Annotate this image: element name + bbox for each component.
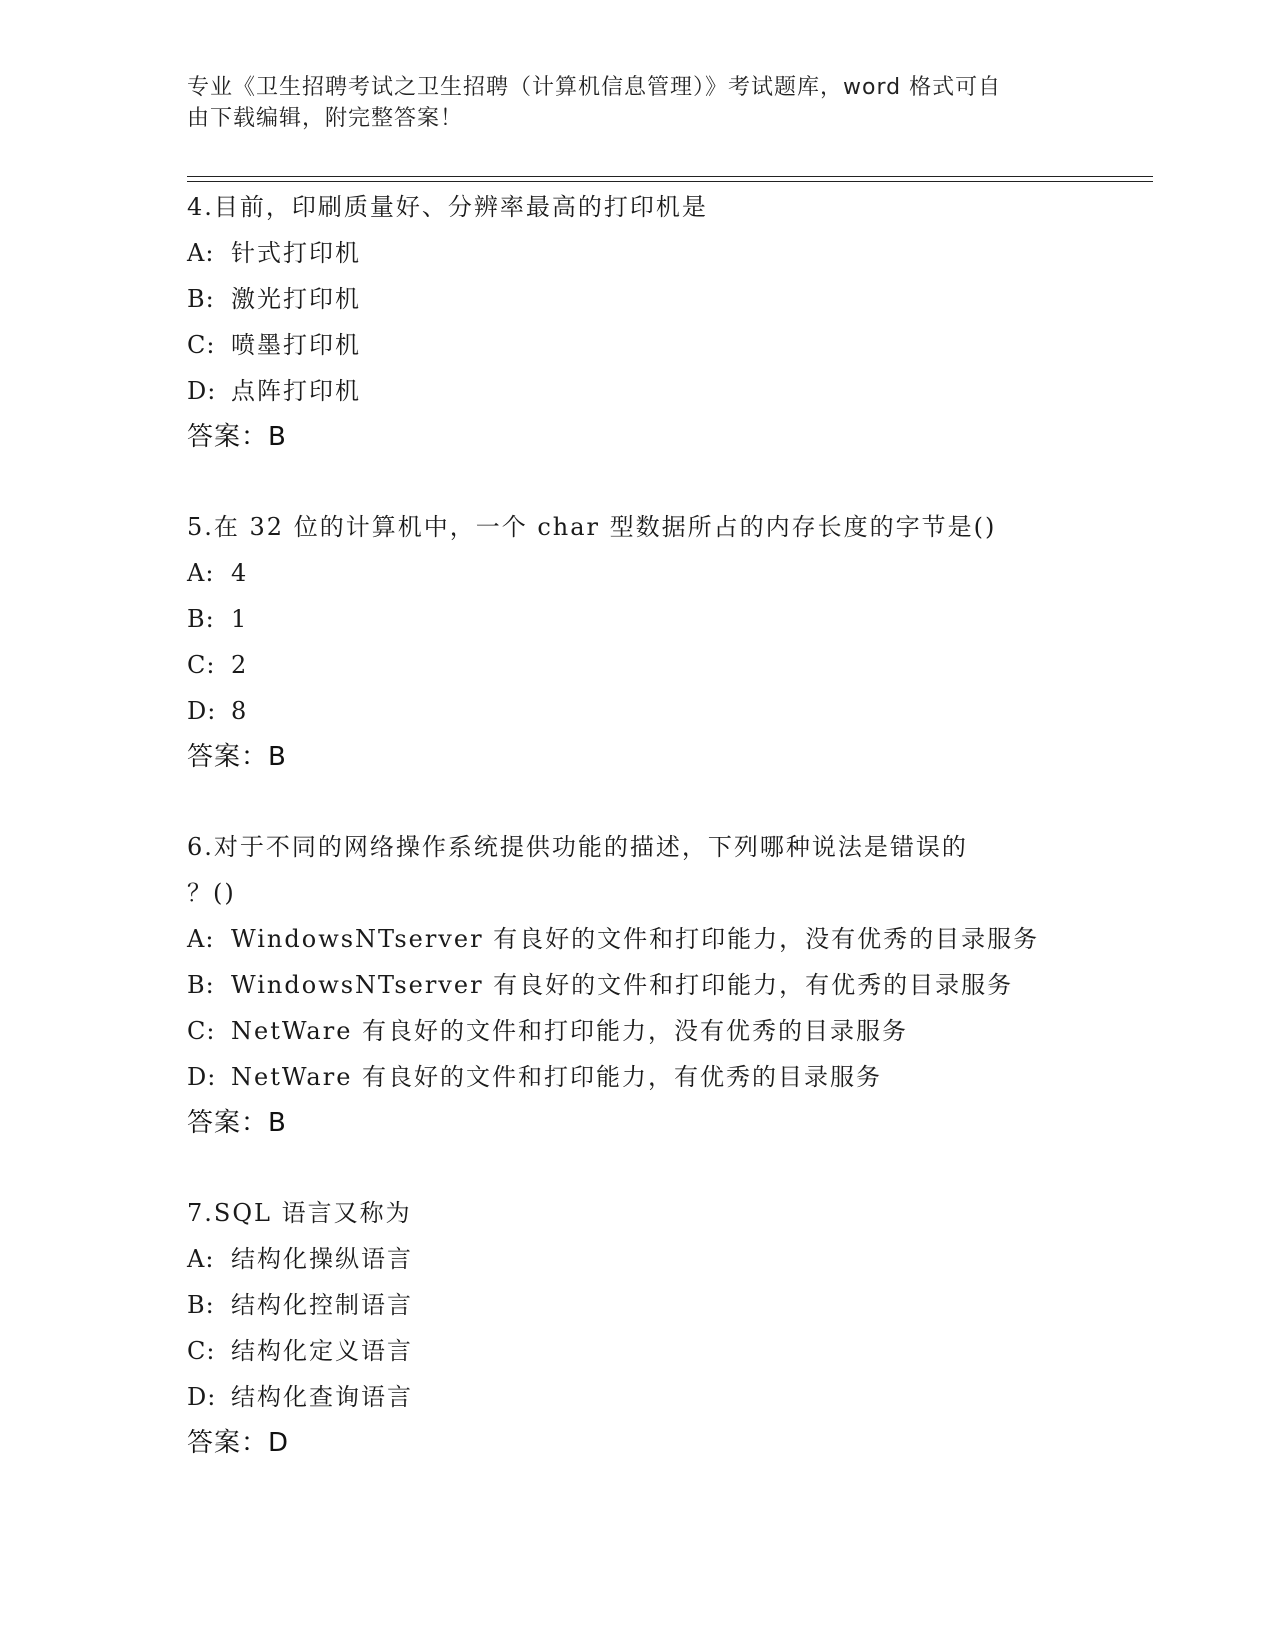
question-6 xyxy=(187,824,1087,1146)
option-key: C: xyxy=(187,331,216,359)
option-key: B: xyxy=(187,605,215,633)
option-c xyxy=(187,642,1087,688)
option-text: 1 xyxy=(231,605,249,633)
option-text: 结构化操纵语言 xyxy=(231,1245,413,1273)
option-text: 针式打印机 xyxy=(231,239,361,267)
question-stem: 6.对于不同的网络操作系统提供功能的描述，下列哪种说法是错误的 xyxy=(187,833,968,861)
option-key: B: xyxy=(187,285,215,313)
option-c xyxy=(187,1328,1087,1374)
header-line-2: 由下载编辑，附完整答案！ xyxy=(187,106,464,131)
option-text: 激光打印机 xyxy=(231,285,361,313)
option-text: NetWare 有良好的文件和打印能力，没有优秀的目录服务 xyxy=(231,1017,909,1045)
option-a xyxy=(187,1236,1087,1282)
answer: 答案：D xyxy=(187,1428,290,1458)
question-4 xyxy=(187,184,1087,460)
option-b xyxy=(187,276,1087,322)
option-a xyxy=(187,550,1087,596)
question-stem: 5.在 32 位的计算机中，一个 char 型数据所占的内存长度的字节是() xyxy=(187,513,997,541)
option-key: B: xyxy=(187,971,215,999)
option-key: A: xyxy=(187,239,215,267)
option-key: B: xyxy=(187,1291,215,1319)
option-key: D: xyxy=(187,1063,217,1091)
option-text: WindowsNTserver 有良好的文件和打印能力，有优秀的目录服务 xyxy=(231,971,1014,999)
option-text: WindowsNTserver 有良好的文件和打印能力，没有优秀的目录服务 xyxy=(231,925,1040,953)
option-b xyxy=(187,962,1087,1008)
option-d xyxy=(187,1374,1087,1420)
option-text: 2 xyxy=(231,651,249,679)
option-d xyxy=(187,368,1087,414)
option-c xyxy=(187,322,1087,368)
document-header xyxy=(187,72,1067,134)
answer: 答案：B xyxy=(187,422,287,452)
question-stem: 7.SQL 语言又称为 xyxy=(187,1199,412,1227)
option-text: 4 xyxy=(231,559,249,587)
option-b xyxy=(187,1282,1087,1328)
option-text: 结构化定义语言 xyxy=(231,1337,413,1365)
answer: 答案：B xyxy=(187,742,287,772)
option-d xyxy=(187,1054,1087,1100)
question-5 xyxy=(187,504,1087,780)
option-key: D: xyxy=(187,697,217,725)
answer: 答案：B xyxy=(187,1108,287,1138)
question-stem: 4.目前，印刷质量好、分辨率最高的打印机是 xyxy=(187,193,708,221)
option-key: C: xyxy=(187,651,216,679)
option-text: 结构化控制语言 xyxy=(231,1291,413,1319)
option-key: A: xyxy=(187,1245,215,1273)
option-a xyxy=(187,230,1087,276)
option-key: C: xyxy=(187,1017,216,1045)
header-rule-bottom xyxy=(187,181,1153,182)
option-c xyxy=(187,1008,1087,1054)
option-key: A: xyxy=(187,559,215,587)
option-text: 点阵打印机 xyxy=(231,377,361,405)
option-key: D: xyxy=(187,1383,217,1411)
question-7 xyxy=(187,1190,1087,1466)
header-line-1: 专业《卫生招聘考试之卫生招聘（计算机信息管理）》考试题库，word 格式可自 xyxy=(187,75,1002,100)
option-key: D: xyxy=(187,377,217,405)
option-text: 8 xyxy=(231,697,249,725)
option-key: A: xyxy=(187,925,215,953)
option-b xyxy=(187,596,1087,642)
option-text: NetWare 有良好的文件和打印能力，有优秀的目录服务 xyxy=(231,1063,883,1091)
header-rule-top xyxy=(187,176,1153,177)
question-stem-continued: ？() xyxy=(187,879,236,907)
option-a xyxy=(187,916,1087,962)
option-key: C: xyxy=(187,1337,216,1365)
option-text: 结构化查询语言 xyxy=(231,1383,413,1411)
option-d xyxy=(187,688,1087,734)
option-text: 喷墨打印机 xyxy=(231,331,361,359)
